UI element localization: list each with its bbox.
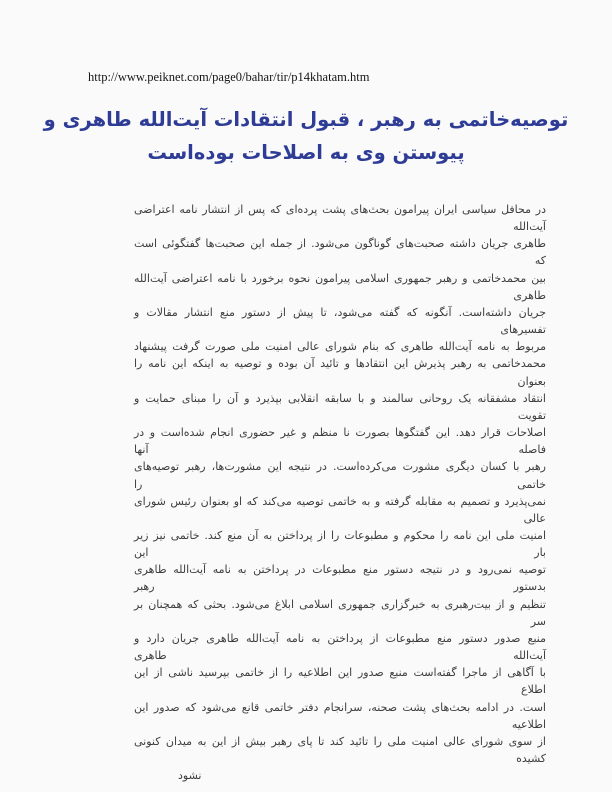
- body-line: امنیت ملی این نامه را محکوم و مطبوعات را از پرداختن به آن منع کند. خاتمی نیز زیر بار این: [134, 528, 546, 560]
- body-line: نشود: [178, 769, 202, 783]
- body-line: توصیه نمی‌رود و در نتیجه دستور منع مطبوعات در پرداختن به نامه آیت‌الله طاهری بدستور رهبر: [134, 563, 546, 594]
- body-line: از سوی شورای عالی امنیت ملی را تائید کند تا پای رهبر بیش از این به میدان کنونی کشیده: [134, 734, 546, 765]
- body-line: انتقاد مشفقانه یک روحانی سالمند و با سابقه انقلابی بپذیرد و آن را مبنای حمایت و تقویت: [134, 391, 546, 422]
- body-line: مربوط به نامه آیت‌الله طاهری که بنام شورای عالی امنیت ملی صورت گرفت پیشنهاد: [134, 340, 546, 354]
- body-line: با آگاهی از ماجرا گفته‌است منبع صدور این اطلاعیه را از خاتمی بپرسید ناشی از این اطلاع: [134, 666, 546, 697]
- body-line: جریان داشته‌است. آنگونه که گفته می‌شود، تا پیش از دستور منع انتشار مقالات و تفسیرهای: [134, 305, 546, 337]
- body-line: رهبر با کسان دیگری مشورت می‌کرده‌است. در نتیجه این مشورت‌ها، رهبر توصیه‌های خاتمی را: [134, 460, 546, 491]
- headline-line: پیوستن وی به اصلاحات بوده‌است: [147, 141, 465, 164]
- headline-line: توصیه‌خاتمی به رهبر ، قبول انتقادات آیت‌الله طاهری و: [43, 108, 569, 131]
- article-body: [134, 201, 546, 784]
- body-line: طاهری جریان داشته صحبت‌های گوناگون می‌شود. از جمله این صحبت‌ها گفتگوئی است که: [134, 237, 546, 268]
- source-url: http://www.peiknet.com/page0/bahar/tir/p14khatam.htm: [88, 70, 370, 84]
- body-line: نمی‌پذیرد و تصمیم به مقابله گرفته و به خاتمی توصیه می‌کند که او بعنوان رئیس شورای عالی: [134, 494, 546, 525]
- body-line: بین محمدخاتمی و رهبر جمهوری اسلامی پیرامون نحوه برخورد با نامه اعتراضی آیت‌الله طاهری: [134, 271, 546, 302]
- body-line: است. در ادامه بحث‌های پشت صحنه، سرانجام دفتر خاتمی قانع می‌شود که صدور این اطلاعیه: [134, 700, 546, 731]
- body-line: تنظیم و از بیت‌رهبری به خبرگزاری جمهوری اسلامی ابلاغ می‌شود. بحثی که همچنان بر سر: [134, 597, 546, 628]
- body-line: در محافل سیاسی ایران پیرامون بحث‌های پشت پرده‌ای که پس از انتشار نامه اعتراضی آیت‌الله: [134, 203, 546, 234]
- article-headline: [28, 103, 584, 169]
- body-line: محمدخاتمی به رهبر پذیرش این انتقادها و تائید آن بوده و توصیه به اینکه این نامه را بعنوان: [134, 357, 546, 388]
- body-line: اصلاحات قرار دهد. این گفتگوها بصورت نا منظم و غیر حضوری انجام شده‌است و در فاصله آنها: [134, 426, 546, 457]
- body-line: منبع صدور دستور منع مطبوعات از پرداختن به نامه آیت‌الله طاهری جریان دارد و آیت‌الله طاهری: [134, 631, 546, 663]
